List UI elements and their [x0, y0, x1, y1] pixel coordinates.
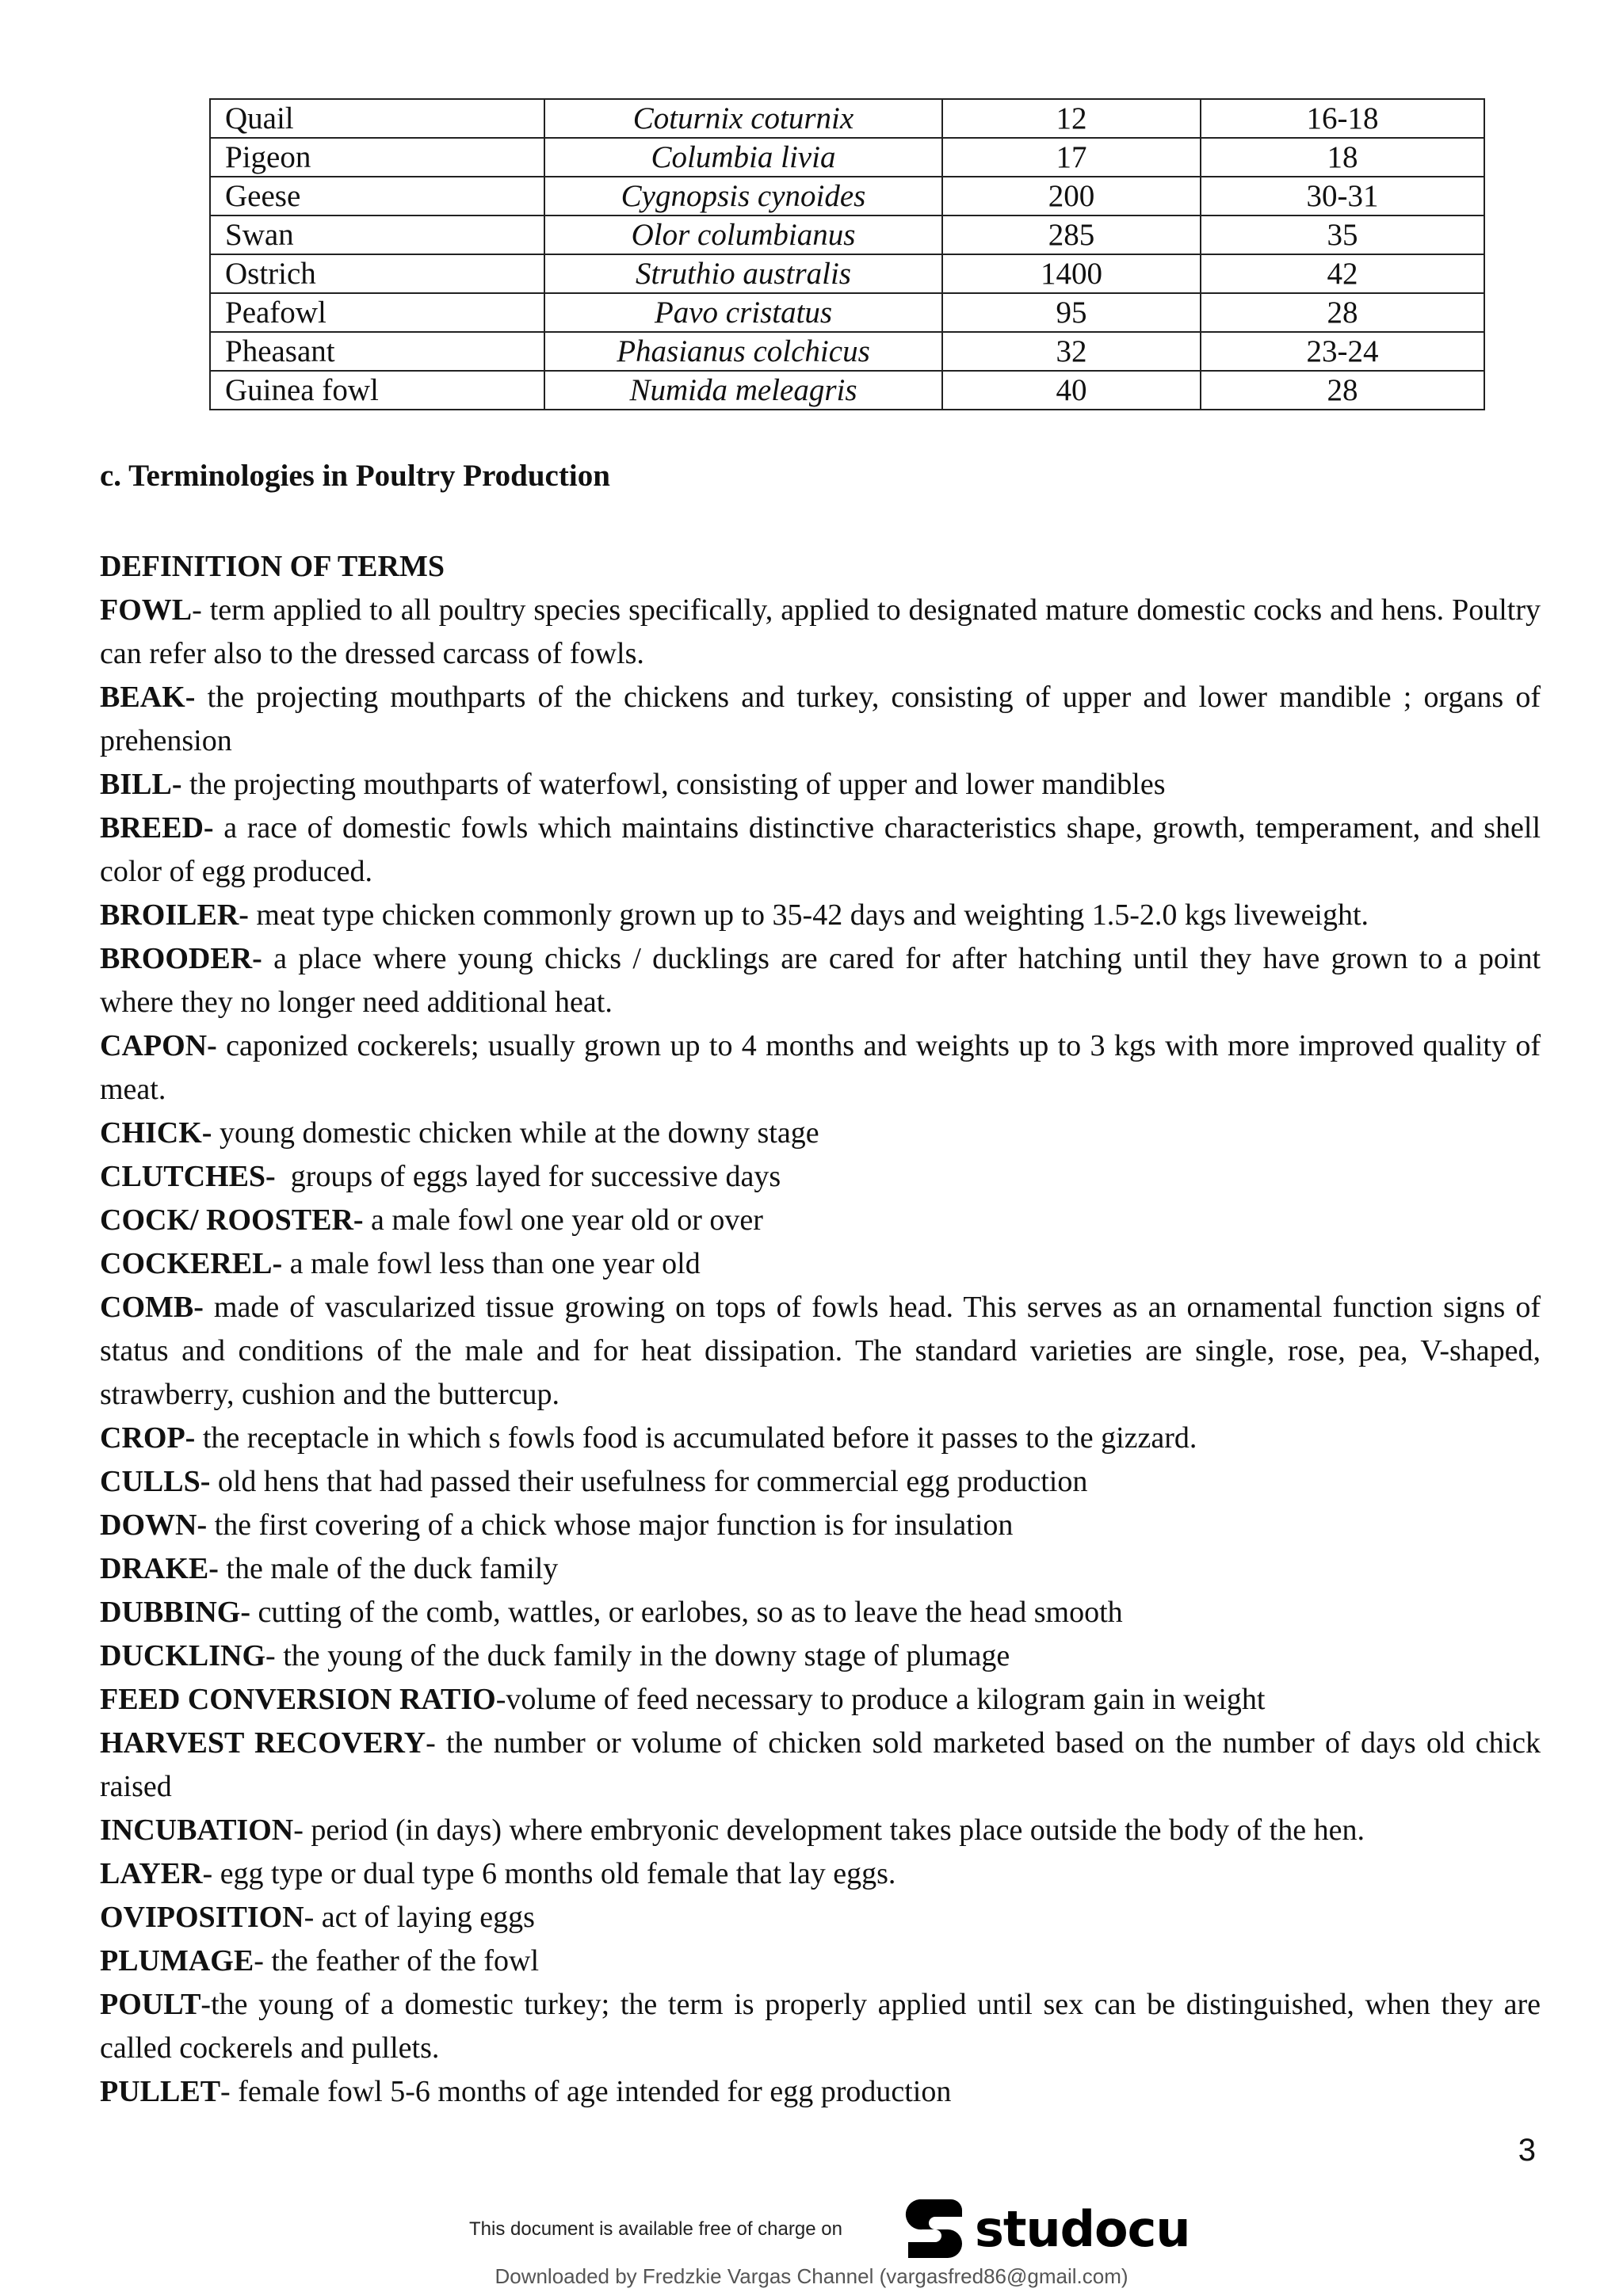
table-row — [210, 293, 1484, 332]
table-row — [210, 332, 1484, 371]
value-cell: 285 — [942, 215, 1201, 254]
term-label: COCKEREL- — [100, 1247, 283, 1280]
term-label: FEED CONVERSION RATIO — [100, 1683, 496, 1716]
term-label: DUCKLING — [100, 1639, 266, 1672]
term-definition: period (in days) where embryonic development takes place outside the body of the hen. — [311, 1814, 1365, 1847]
term-definition: meat type chicken commonly grown up to 35-42 days and weighting 1.5-2.0 kgs liveweight. — [256, 898, 1369, 932]
term-separator — [219, 1552, 227, 1585]
term-label: PULLET — [100, 2075, 221, 2108]
term-separator: - — [304, 1901, 322, 1934]
definition-entry — [100, 1678, 1541, 1722]
value-cell: 18 — [1201, 138, 1484, 177]
value-cell: 200 — [942, 177, 1201, 215]
definition-entry — [100, 1242, 1541, 1286]
term-label: DUBBING- — [100, 1596, 251, 1629]
term-label: CHICK- — [100, 1116, 212, 1150]
definition-entry — [100, 1634, 1541, 1678]
term-definition: the young of the duck family in the downy stage of plumage — [283, 1639, 1010, 1672]
value-cell: 32 — [942, 332, 1201, 371]
term-separator — [276, 1160, 291, 1193]
term-definition: young domestic chicken while at the downy stage — [219, 1116, 819, 1150]
studocu-logo-icon — [903, 2195, 967, 2263]
term-label: PLUMAGE — [100, 1944, 254, 1978]
term-separator: - — [220, 2075, 239, 2108]
term-definition: made of vascularized tissue growing on tops of fowls head. This serves as an ornamental function signs of status and conditions of the male and for heat dissipation. The standard varieties are single, rose, pea, V-shaped, strawberry, cushion and the buttercup. — [100, 1291, 1541, 1411]
value-cell: 95 — [942, 293, 1201, 332]
term-separator: - — [293, 1814, 311, 1847]
term-label: BROODER- — [100, 942, 262, 975]
term-definition: the number or volume of chicken sold marketed based on the number of days old chick raised — [100, 1726, 1541, 1803]
term-label: INCUBATION — [100, 1814, 294, 1847]
value-cell: 40 — [942, 371, 1201, 410]
species-name-cell: Guinea fowl — [210, 371, 544, 410]
footer-available-text: This document is available free of charge on — [469, 2218, 842, 2240]
term-separator — [249, 898, 257, 932]
value-cell: 12 — [942, 99, 1201, 138]
scientific-name-cell: Numida meleagris — [544, 371, 942, 410]
term-separator: - — [254, 1944, 272, 1978]
term-label: CAPON- — [100, 1029, 217, 1062]
definition-entry — [100, 894, 1541, 937]
studocu-logo[interactable] — [903, 2193, 1190, 2264]
species-name-cell: Swan — [210, 215, 544, 254]
term-label: BEAK- — [100, 681, 196, 714]
term-separator — [282, 1247, 290, 1280]
term-definition: cutting of the comb, wattles, or earlobes, so as to leave the head smooth — [258, 1596, 1123, 1629]
definition-entry — [100, 937, 1541, 1024]
definition-entry — [100, 1939, 1541, 1983]
definition-entry — [100, 1983, 1541, 2070]
term-definition: the first covering of a chick whose major function is for insulation — [214, 1508, 1014, 1542]
definition-entry — [100, 1024, 1541, 1112]
term-definition: a race of domestic fowls which maintains distinctive characteristics shape, growth, temperament, and shell color of egg produced. — [100, 811, 1541, 888]
term-label: LAYER — [100, 1857, 203, 1890]
term-label: OVIPOSITION — [100, 1901, 304, 1934]
term-separator: - — [192, 593, 210, 627]
table-row — [210, 138, 1484, 177]
definition-entry — [100, 807, 1541, 894]
section-heading: c. Terminologies in Poultry Production — [100, 459, 610, 493]
term-label: DOWN- — [100, 1508, 208, 1542]
scientific-name-cell: Coturnix coturnix — [544, 99, 942, 138]
term-definition: term applied to all poultry species specifically, applied to designated mature domestic cocks and hens. Poultry can refer also to the dressed carcass of fowls. — [100, 593, 1541, 670]
studocu-logo-text: studocu — [975, 2199, 1190, 2258]
species-name-cell: Pigeon — [210, 138, 544, 177]
term-label: BILL- — [100, 768, 182, 801]
term-definition: volume of feed necessary to produce a kilogram gain in weight — [506, 1683, 1266, 1716]
table-row — [210, 371, 1484, 410]
term-definition: the receptacle in which s fowls food is accumulated before it passes to the gizzard. — [202, 1421, 1197, 1455]
term-definition: the feather of the fowl — [271, 1944, 539, 1978]
term-separator — [250, 1596, 258, 1629]
definition-entry — [100, 589, 1541, 676]
term-definition: a male fowl one year old or over — [371, 1203, 763, 1237]
scientific-name-cell: Pavo cristatus — [544, 293, 942, 332]
term-separator: - — [202, 1857, 220, 1890]
definition-entry — [100, 1591, 1541, 1634]
table-row — [210, 177, 1484, 215]
table-row — [210, 99, 1484, 138]
table-row — [210, 254, 1484, 293]
table-row — [210, 215, 1484, 254]
definition-entry — [100, 1852, 1541, 1896]
value-cell: 35 — [1201, 215, 1484, 254]
term-definition: the young of a domestic turkey; the term is properly applied until sex can be distinguished, when they are called cockerels and pullets. — [100, 1988, 1541, 2065]
term-definition: the projecting mouthparts of waterfowl, consisting of upper and lower mandibles — [189, 768, 1166, 801]
page-number: 3 — [1518, 2133, 1536, 2168]
species-name-cell: Pheasant — [210, 332, 544, 371]
term-separator: - — [200, 1988, 212, 2021]
definition-entry — [100, 1155, 1541, 1199]
term-separator — [181, 768, 189, 801]
term-label: BROILER- — [100, 898, 249, 932]
term-label: POULT — [100, 1988, 201, 2021]
definitions-list — [100, 545, 1541, 2114]
term-label: CROP- — [100, 1421, 196, 1455]
scientific-name-cell: Phasianus colchicus — [544, 332, 942, 371]
term-separator — [214, 811, 224, 845]
species-name-cell: Peafowl — [210, 293, 544, 332]
definition-entry — [100, 763, 1541, 807]
term-label: HARVEST RECOVERY — [100, 1726, 426, 1760]
term-label: COMB- — [100, 1291, 204, 1324]
definition-entry — [100, 1547, 1541, 1591]
term-separator — [204, 1291, 214, 1324]
definition-entry — [100, 1460, 1541, 1504]
term-separator — [364, 1203, 372, 1237]
value-cell: 28 — [1201, 371, 1484, 410]
species-name-cell: Ostrich — [210, 254, 544, 293]
value-cell: 28 — [1201, 293, 1484, 332]
term-separator — [212, 1116, 220, 1150]
term-definition: the male of the duck family — [226, 1552, 559, 1585]
term-definition: egg type or dual type 6 months old female that lay eggs. — [220, 1857, 896, 1890]
value-cell: 42 — [1201, 254, 1484, 293]
term-definition: caponized cockerels; usually grown up to 4 months and weights up to 3 kgs with more improved quality of meat. — [100, 1029, 1541, 1106]
term-separator: - — [495, 1683, 506, 1716]
term-definition: a place where young chicks / ducklings are cared for after hatching until they have grown to a point where they no longer need additional heat. — [100, 942, 1541, 1019]
term-label: DRAKE- — [100, 1552, 219, 1585]
term-separator — [210, 1465, 218, 1498]
definition-entry — [100, 676, 1541, 763]
download-note: Downloaded by Fredzkie Vargas Channel (vargasfred86@gmail.com) — [495, 2264, 1128, 2288]
term-label: COCK/ ROOSTER- — [100, 1203, 364, 1237]
term-separator — [207, 1508, 215, 1542]
scientific-name-cell: Columbia livia — [544, 138, 942, 177]
value-cell: 23-24 — [1201, 332, 1484, 371]
term-separator: - — [265, 1639, 284, 1672]
value-cell: 16-18 — [1201, 99, 1484, 138]
scientific-name-cell: Olor columbianus — [544, 215, 942, 254]
scientific-name-cell: Cygnopsis cynoides — [544, 177, 942, 215]
term-definition: the projecting mouthparts of the chickens and turkey, consisting of upper and lower mandible ; organs of prehension — [100, 681, 1541, 757]
term-separator: - — [426, 1726, 447, 1760]
term-label: CULLS- — [100, 1465, 211, 1498]
definition-entry — [100, 2070, 1541, 2114]
term-definition: a male fowl less than one year old — [289, 1247, 701, 1280]
term-label: FOWL — [100, 593, 193, 627]
scientific-name-cell: Struthio australis — [544, 254, 942, 293]
term-definition: old hens that had passed their usefulness for commercial egg production — [217, 1465, 1088, 1498]
species-name-cell: Geese — [210, 177, 544, 215]
term-separator — [217, 1029, 226, 1062]
term-label: BREED- — [100, 811, 214, 845]
term-definition: groups of eggs layed for successive days — [290, 1160, 781, 1193]
value-cell: 1400 — [942, 254, 1201, 293]
definition-entry — [100, 1199, 1541, 1242]
definition-entry — [100, 1896, 1541, 1939]
species-name-cell: Quail — [210, 99, 544, 138]
species-table — [209, 98, 1485, 410]
term-separator — [195, 681, 207, 714]
value-cell: 30-31 — [1201, 177, 1484, 215]
term-separator — [262, 942, 273, 975]
definitions-title: DEFINITION OF TERMS — [100, 550, 445, 583]
definition-entry — [100, 1417, 1541, 1460]
term-definition: female fowl 5-6 months of age intended for egg production — [238, 2075, 952, 2108]
definition-entry — [100, 1286, 1541, 1417]
term-label: CLUTCHES- — [100, 1160, 276, 1193]
term-definition: act of laying eggs — [321, 1901, 535, 1934]
definition-entry — [100, 1722, 1541, 1809]
definition-entry — [100, 1504, 1541, 1547]
definition-entry — [100, 1112, 1541, 1155]
definition-entry — [100, 1809, 1541, 1852]
term-separator — [195, 1421, 203, 1455]
value-cell: 17 — [942, 138, 1201, 177]
